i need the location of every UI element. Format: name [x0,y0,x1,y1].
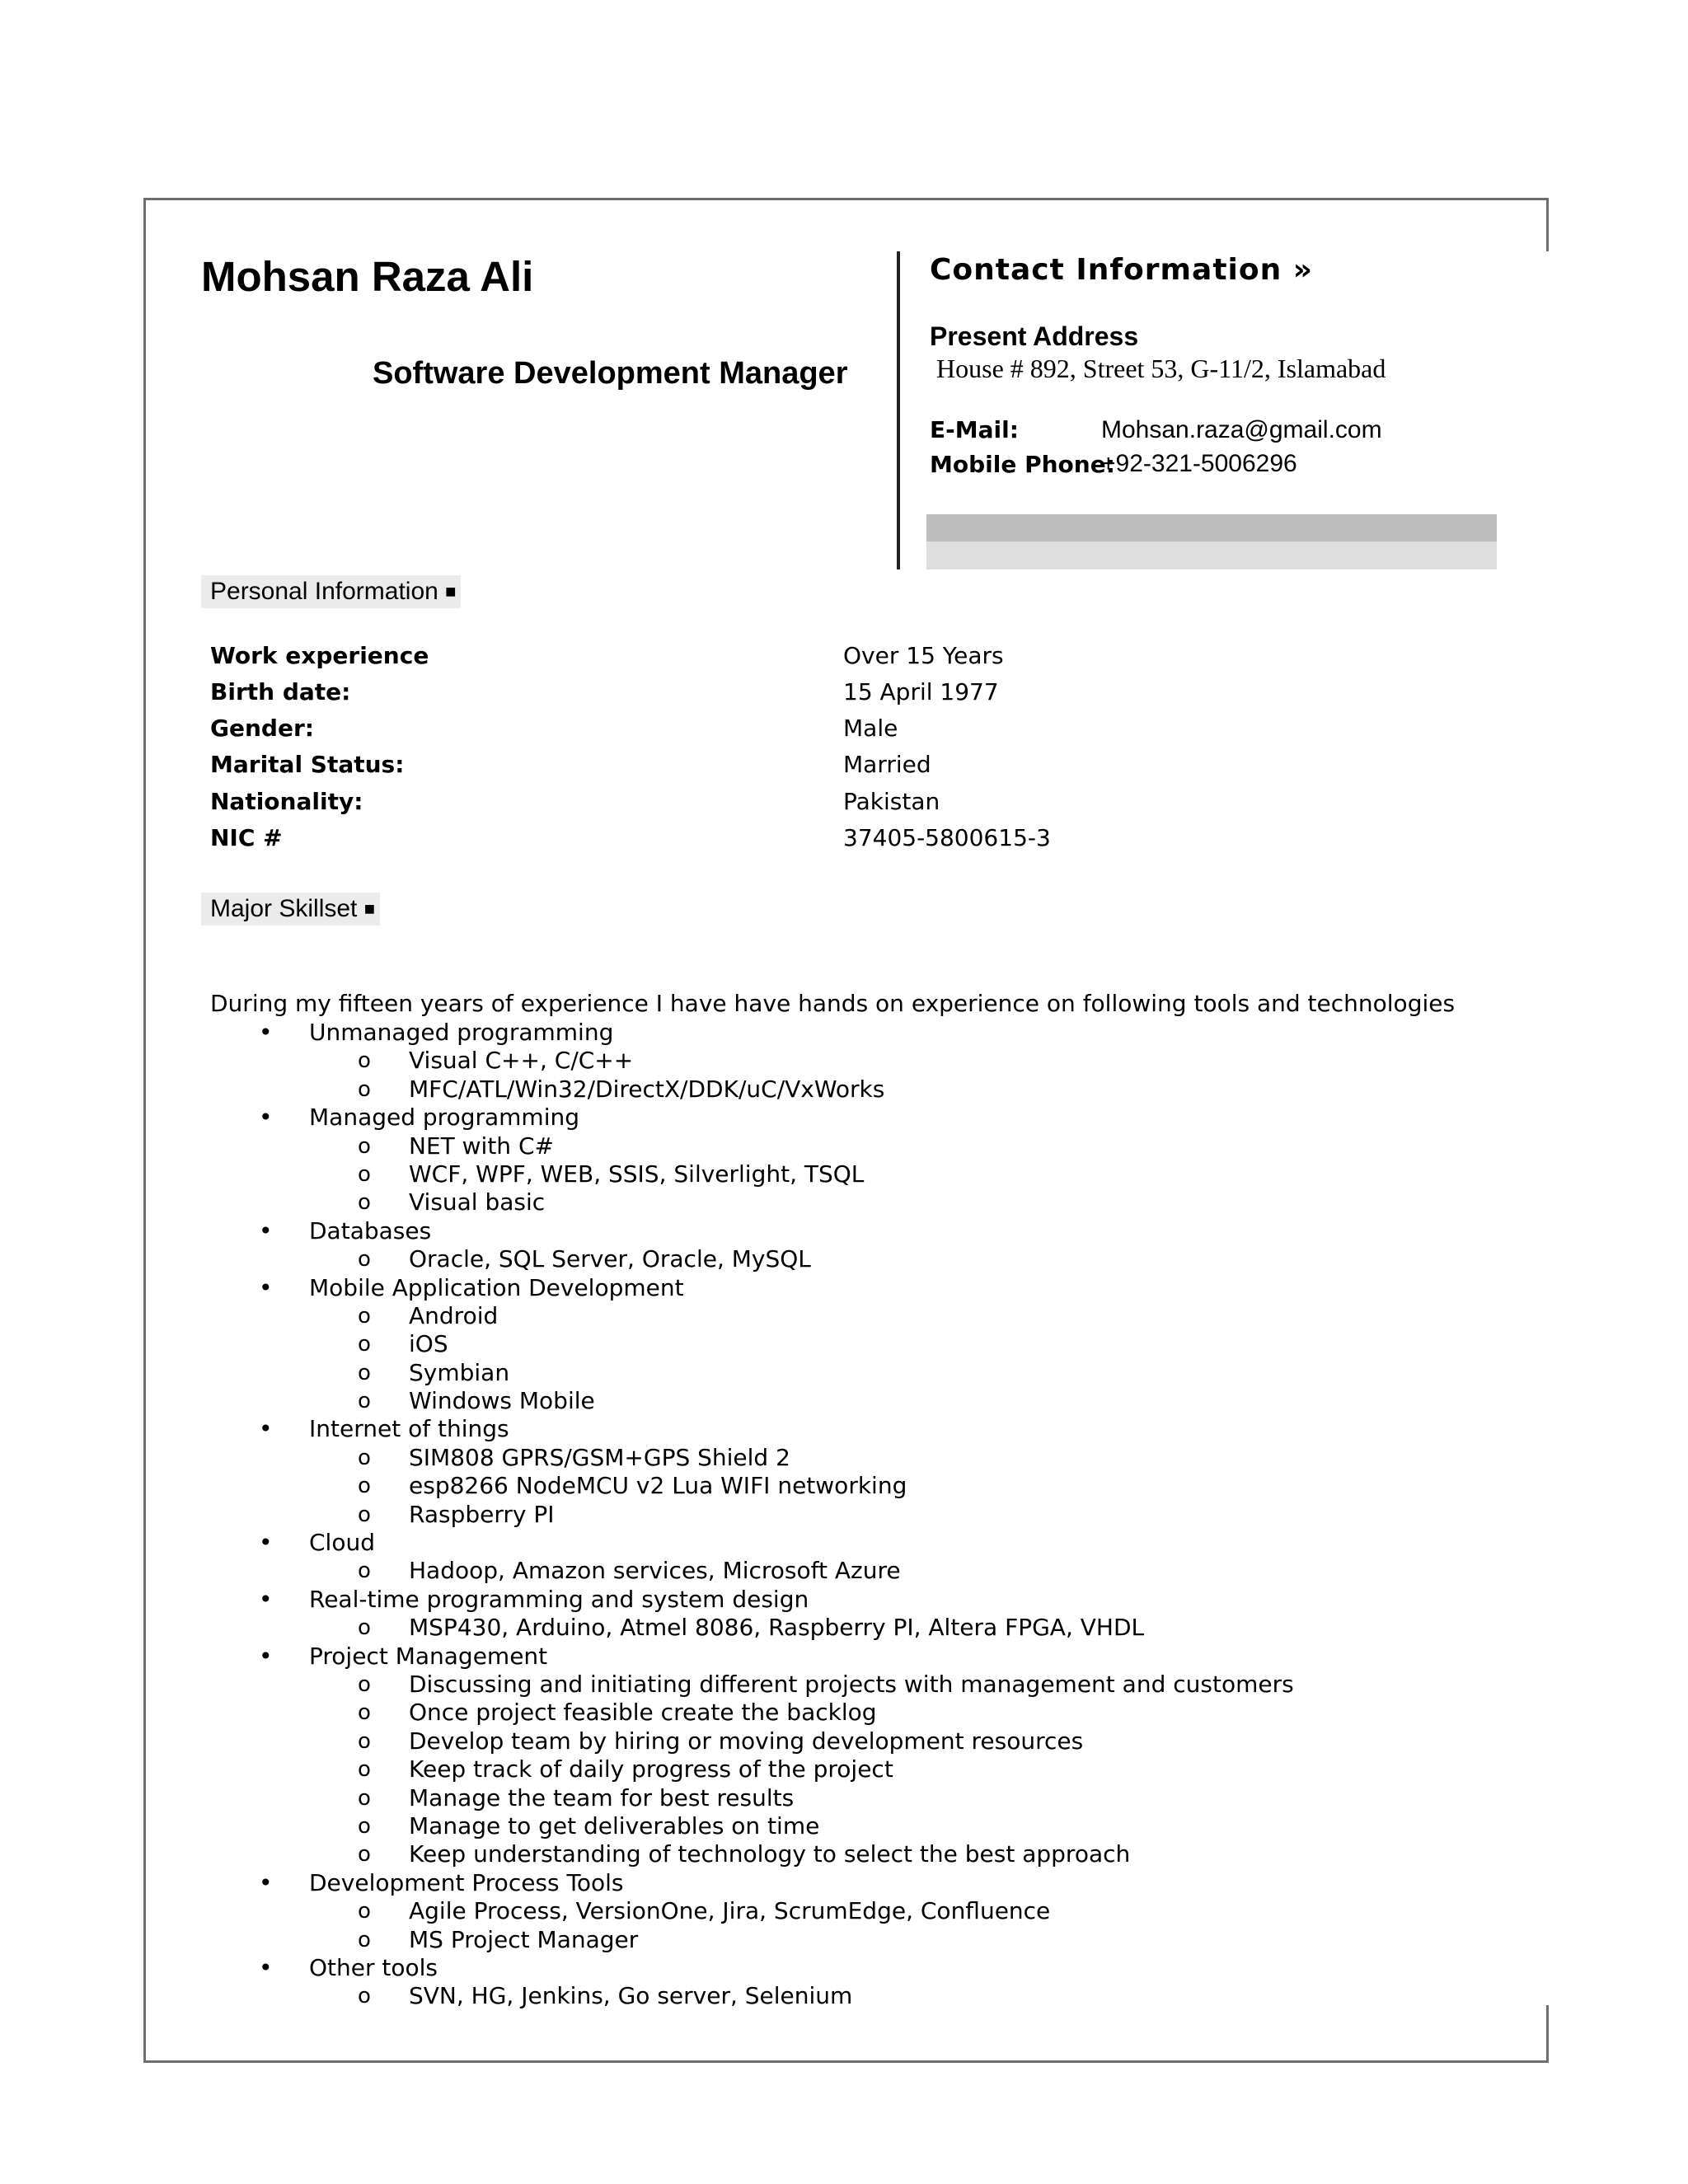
skill-category [0,1643,1688,1671]
sub-bullet-icon: o [358,1757,371,1783]
skillset-heading [201,893,380,926]
skill-item-text: Once project feasible create the backlog [409,1699,877,1727]
skill-item-text: Manage to get deliverables on time [409,1811,820,1840]
sub-bullet-icon: o [358,1190,371,1216]
sub-bullet-icon: o [358,1558,371,1584]
info-label-work-experience: Work experience [210,642,429,669]
sub-bullet-icon: o [358,1842,371,1868]
info-label-gender: Gender: [210,715,314,742]
skill-item-text: SIM808 GPRS/GSM+GPS Shield 2 [409,1443,790,1471]
skill-item-text: Android [409,1301,499,1329]
bullet-icon: • [259,1216,273,1244]
candidate-name: Mohsan Raza Ali [201,253,534,300]
skill-category [0,1274,1688,1302]
skill-category-title: Internet of things [309,1415,509,1443]
sub-bullet-icon: o [358,1076,371,1102]
skills-intro: During my fifteen years of experience I have have hands on experience on following tools and technologies [210,990,1456,1017]
skill-item-text: SVN, HG, Jenkins, Go server, Selenium [409,1982,853,2010]
skill-item [0,1727,1688,1755]
header-divider [897,251,900,569]
info-label-marital-status: Marital Status: [210,751,405,778]
info-label-birth-date: Birth date: [210,678,351,705]
skill-category-title: Databases [309,1216,432,1244]
skill-item [0,1160,1688,1188]
skill-item [0,1076,1688,1104]
email-value: Mohsan.raza@gmail.com [1101,416,1382,443]
bullet-icon: • [259,1273,273,1301]
skill-category-title: Unmanaged programming [309,1019,614,1046]
address-label: Present Address [930,321,1139,351]
skill-item-text: Hadoop, Amazon services, Microsoft Azure [409,1557,901,1585]
skill-item-text: Visual C++, C/C++ [409,1047,634,1075]
skill-category-title: Managed programming [309,1104,579,1132]
skill-item-text: Keep understanding of technology to select the best approach [409,1840,1131,1868]
skill-category-title: Real-time programming and system design [309,1585,809,1613]
skill-item [0,1302,1688,1330]
sub-bullet-icon: o [358,1445,371,1470]
skill-item [0,1330,1688,1358]
info-value-nic: 37405-5800615-3 [843,824,1051,851]
skill-item-text: Raspberry PI [409,1500,555,1528]
decorative-bar-dark [926,514,1497,541]
bullet-icon: • [259,1019,273,1046]
skill-item [0,1755,1688,1783]
sub-bullet-icon: o [358,1671,371,1697]
bullet-icon: • [259,1868,273,1896]
sub-bullet-icon: o [358,1247,371,1272]
sub-bullet-icon: o [358,1927,371,1952]
skill-item [0,1387,1688,1415]
sub-bullet-icon: o [358,1360,371,1385]
skill-category [0,1586,1688,1614]
skill-category [0,1869,1688,1897]
info-value-nationality: Pakistan [843,788,940,815]
sub-bullet-icon: o [358,1502,371,1527]
skill-item-text: Symbian [409,1358,510,1386]
skill-category-title: Mobile Application Development [309,1273,684,1301]
sub-bullet-icon: o [358,1700,371,1726]
email-label: E-Mail: [930,416,1019,443]
skill-item-text: Agile Process, VersionOne, Jira, ScrumEdge, Confluence [409,1897,1051,1925]
sub-bullet-icon: o [358,1728,371,1754]
skill-item-text: Discussing and initiating different projects with management and customers [409,1670,1294,1698]
info-label-nationality: Nationality: [210,788,363,815]
bullet-icon: • [259,1104,273,1132]
skill-item-text: Manage the team for best results [409,1783,795,1811]
sub-bullet-icon: o [358,1161,371,1187]
skill-item-text: MS Project Manager [409,1925,639,1953]
sub-bullet-icon: o [358,1048,371,1074]
personal-info-heading [201,575,461,608]
skill-item [0,1047,1688,1075]
sub-bullet-icon: o [358,1813,371,1839]
decorative-bar-light [926,541,1497,569]
skill-item [0,1699,1688,1727]
sub-bullet-icon: o [358,1133,371,1159]
bullet-icon: • [259,1585,273,1613]
skill-item [0,1614,1688,1642]
skill-category [0,1529,1688,1557]
info-value-work-experience: Over 15 Years [843,642,1004,669]
skill-item-text: MSP430, Arduino, Atmel 8086, Raspberry PI, Altera FPGA, VHDL [409,1614,1145,1642]
skill-item [0,1188,1688,1216]
skill-item [0,1501,1688,1529]
skill-item [0,1132,1688,1160]
skill-item-text: WCF, WPF, WEB, SSIS, Silverlight, TSQL [409,1160,865,1188]
info-value-gender: Male [843,715,898,742]
address-value: House # 892, Street 53, G-11/2, Islamabad [936,354,1386,383]
skill-item-text: iOS [409,1330,448,1358]
phone-value: +92-321-5006296 [1101,450,1297,477]
skills-list [0,1019,1688,2011]
skill-category [0,1415,1688,1443]
skill-category [0,1954,1688,1982]
info-value-birth-date: 15 April 1977 [843,678,999,705]
skillset-heading-text: Major Skillset [210,895,358,922]
bullet-icon: • [259,1642,273,1670]
skill-item [0,1897,1688,1925]
skill-category-title: Project Management [309,1642,548,1670]
bullet-icon: • [259,1529,273,1557]
skill-item [0,1359,1688,1387]
skill-category-title: Other tools [309,1953,438,1981]
skill-item-text: Windows Mobile [409,1387,595,1415]
info-label-nic: NIC # [210,824,283,851]
sub-bullet-icon: o [358,1303,371,1329]
personal-info-heading-text: Personal Information [210,578,438,605]
skill-item-text: NET with C# [409,1132,554,1160]
skill-item [0,1926,1688,1954]
skill-category-title: Development Process Tools [309,1868,624,1896]
skill-item [0,1245,1688,1273]
sub-bullet-icon: o [358,1389,371,1414]
skill-item-text: Oracle, SQL Server, Oracle, MySQL [409,1245,811,1273]
sub-bullet-icon: o [358,1474,371,1499]
skill-category-title: Cloud [309,1529,375,1557]
skill-item-text: MFC/ATL/Win32/DirectX/DDK/uC/VxWorks [409,1075,885,1103]
skill-item [0,1840,1688,1868]
skill-item [0,1557,1688,1585]
skill-item-text: esp8266 NodeMCU v2 Lua WIFI networking [409,1472,907,1500]
sub-bullet-icon: o [358,1615,371,1641]
skill-item [0,1784,1688,1812]
square-icon: ■ [445,581,457,602]
sub-bullet-icon: o [358,1332,371,1357]
skill-item [0,1671,1688,1699]
skill-category [0,1104,1688,1132]
skill-item-text: Keep track of daily progress of the project [409,1755,893,1783]
sub-bullet-icon: o [358,1785,371,1811]
skill-item [0,1812,1688,1840]
bullet-icon: • [259,1953,273,1981]
skill-item [0,1472,1688,1500]
sub-bullet-icon: o [358,1984,371,2009]
skill-category [0,1217,1688,1245]
skill-item-text: Visual basic [409,1188,546,1216]
contact-heading: Contact Information » [930,253,1314,287]
skill-category [0,1019,1688,1047]
sub-bullet-icon: o [358,1899,371,1924]
square-icon: ■ [363,898,376,919]
skill-item-text: Develop team by hiring or moving development resources [409,1727,1084,1755]
skill-item [0,1444,1688,1472]
bullet-icon: • [259,1415,273,1443]
phone-label: Mobile Phone: [930,451,1115,478]
skill-item [0,1982,1688,2010]
info-value-marital-status: Married [843,751,931,778]
candidate-role: Software Development Manager [373,356,848,391]
